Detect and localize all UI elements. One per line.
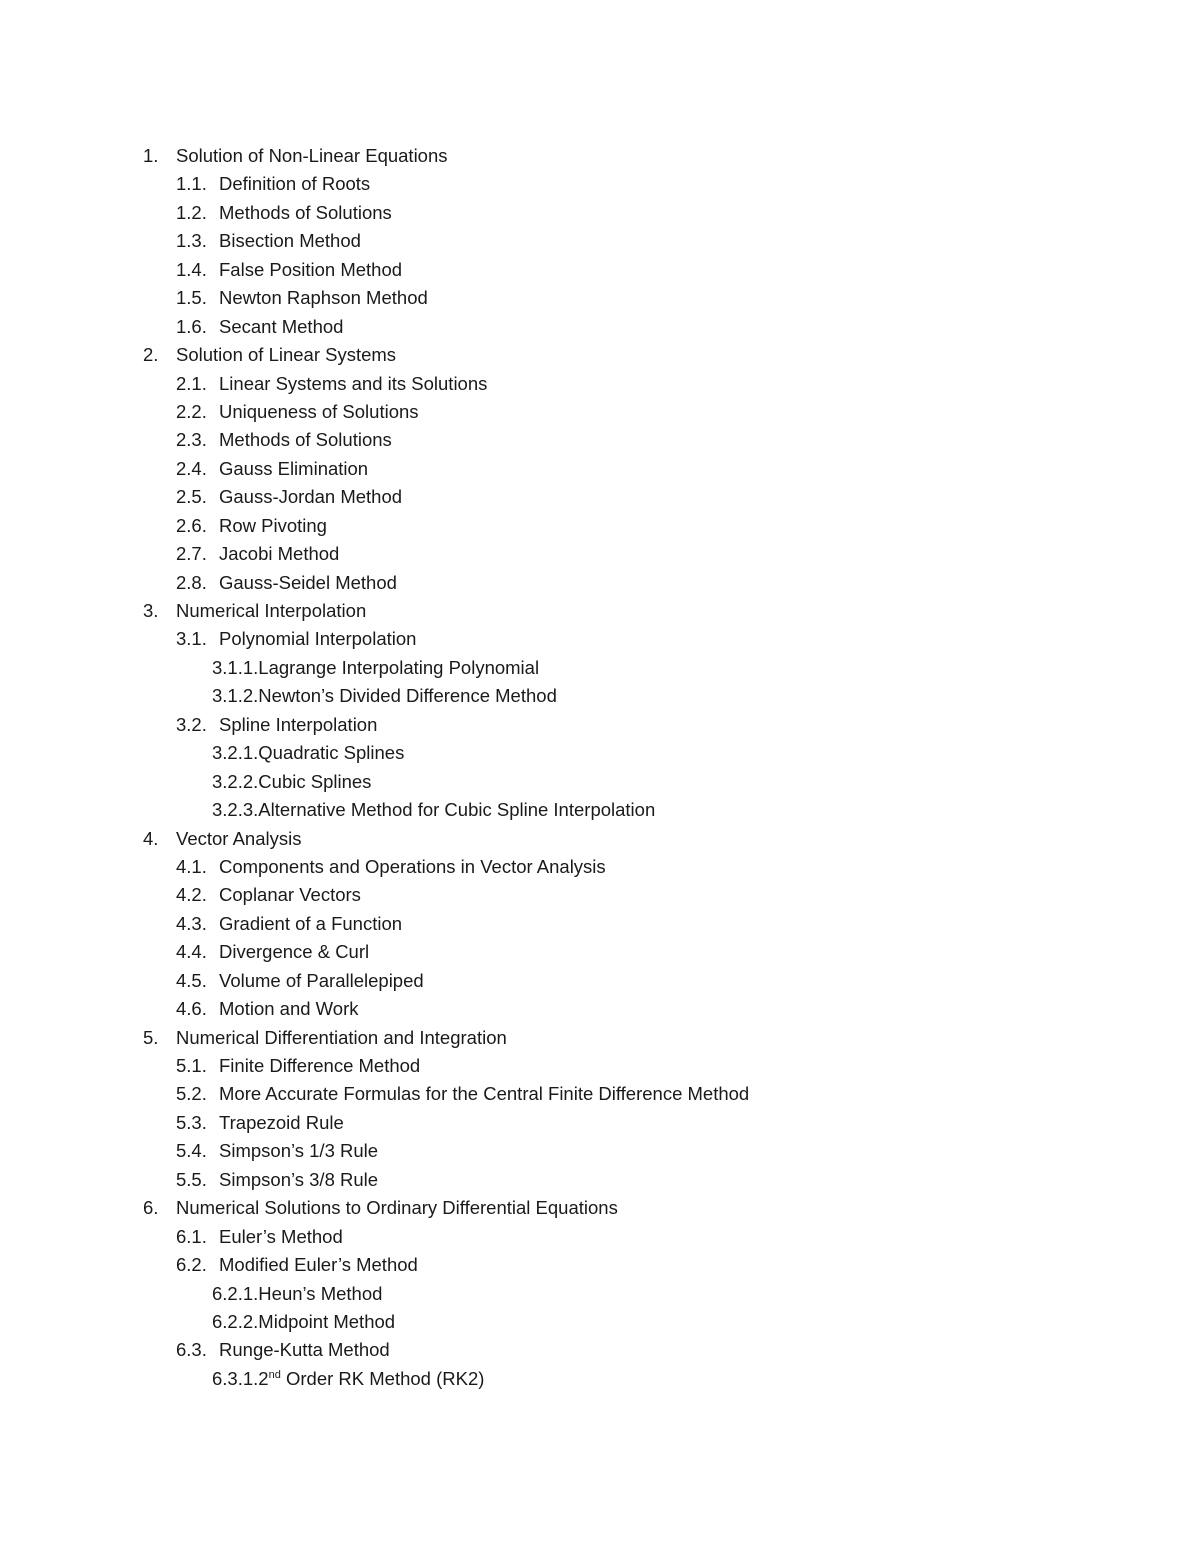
- outline-item-number: 3.1.: [176, 628, 207, 650]
- outline-item-text-continued: Order RK Method (RK2): [280, 1367, 485, 1389]
- outline-item-level-3: [0, 768, 1200, 796]
- outline-item-text: Volume of Parallelepiped: [219, 969, 424, 991]
- outline-item-level-3: [0, 1308, 1200, 1336]
- outline-item-number: 4.4.: [176, 941, 207, 963]
- outline-item-text: Secant Method: [219, 315, 344, 337]
- outline-item-level-2: [0, 1251, 1200, 1279]
- outline-item-number: 1.5.: [176, 287, 207, 309]
- outline-item-level-3: [0, 739, 1200, 767]
- outline-item-text: Modified Euler’s Method: [219, 1254, 418, 1276]
- outline-item-level-2: [0, 1166, 1200, 1194]
- outline-item-level-1: [0, 597, 1200, 625]
- outline-item-level-3: [0, 682, 1200, 710]
- outline-item-level-2: [0, 284, 1200, 312]
- outline-item-level-2: [0, 426, 1200, 454]
- outline-item-level-1: [0, 1194, 1200, 1222]
- outline-item-text: Gauss Elimination: [219, 457, 369, 479]
- outline-item-number: 6.3.: [176, 1339, 207, 1361]
- outline-item-number: 6.3.1.: [212, 1367, 259, 1389]
- outline-item-text: Euler’s Method: [219, 1225, 343, 1247]
- outline-item-level-2: [0, 1336, 1200, 1364]
- outline-item-level-2: [0, 1052, 1200, 1080]
- outline-item-number: 1.6.: [176, 315, 207, 337]
- outline-item-text: Simpson’s 1/3 Rule: [219, 1140, 379, 1162]
- outline-item-text: Gradient of a Function: [219, 912, 403, 934]
- outline-item-number: 3.2.: [176, 713, 207, 735]
- outline-item-number: 6.1.: [176, 1225, 207, 1247]
- outline-item-line: [212, 1365, 484, 1393]
- outline-item-number: 4.5.: [176, 969, 207, 991]
- outline-item-text: 2: [258, 1367, 269, 1389]
- outline-item-number: 2.1.: [176, 372, 207, 394]
- outline-item-number: 3.1.2.: [212, 685, 259, 707]
- outline-item-text: Bisection Method: [219, 230, 361, 252]
- outline-item-text: Heun’s Method: [258, 1282, 383, 1304]
- outline-item-level-3: [0, 654, 1200, 682]
- outline-item-level-2: [0, 370, 1200, 398]
- outline-item-text: Methods of Solutions: [219, 429, 392, 451]
- outline-item-level-2: [0, 398, 1200, 426]
- outline-item-number: 4.3.: [176, 912, 207, 934]
- outline-item-number: 4.: [143, 827, 159, 849]
- outline-item-number: 1.4.: [176, 258, 207, 280]
- outline-item-text: Lagrange Interpolating Polynomial: [258, 656, 540, 678]
- outline-item-text: Solution of Linear Systems: [176, 344, 397, 366]
- outline-item-level-2: [0, 967, 1200, 995]
- outline-item-number: 5.5.: [176, 1168, 207, 1190]
- outline-item-text: Coplanar Vectors: [219, 884, 361, 906]
- outline-item-line: [212, 739, 404, 767]
- outline-item-level-2: [0, 170, 1200, 198]
- outline-item-number: 3.2.1.: [212, 742, 259, 764]
- outline-item-number: 4.2.: [176, 884, 207, 906]
- outline-item-level-2: [0, 711, 1200, 739]
- outline-item-number: 3.1.1.: [212, 656, 259, 678]
- outline-item-text: Gauss-Jordan Method: [219, 486, 403, 508]
- outline-item-number: 3.2.2.: [212, 770, 259, 792]
- outline-item-level-2: [0, 540, 1200, 568]
- outline-item-number: 1.1.: [176, 173, 207, 195]
- outline-item-line: [212, 768, 371, 796]
- outline-item-number: 5.: [143, 1026, 159, 1048]
- outline-item-level-2: [0, 625, 1200, 653]
- outline-item-line: [212, 654, 539, 682]
- outline-item-number: 2.7.: [176, 543, 207, 565]
- table-of-contents: [0, 142, 1200, 1393]
- outline-item-text: Newton’s Divided Difference Method: [258, 685, 557, 707]
- outline-item-level-2: [0, 512, 1200, 540]
- outline-item-text: Gauss-Seidel Method: [219, 571, 397, 593]
- outline-item-line: [212, 1280, 382, 1308]
- outline-item-text: Solution of Non-Linear Equations: [176, 145, 448, 166]
- outline-item-number: 5.4.: [176, 1140, 207, 1162]
- outline-item-level-3: [0, 1280, 1200, 1308]
- outline-item-number: 6.2.: [176, 1254, 207, 1276]
- outline-item-level-3: [0, 796, 1200, 824]
- outline-item-number: 2.3.: [176, 429, 207, 451]
- outline-item-line: [212, 1308, 395, 1336]
- outline-item-text: Trapezoid Rule: [219, 1111, 344, 1133]
- outline-item-number: 2.6.: [176, 514, 207, 536]
- outline-item-text: Cubic Splines: [258, 770, 372, 792]
- outline-item-level-2: [0, 483, 1200, 511]
- outline-item-text: Finite Difference Method: [219, 1055, 421, 1076]
- outline-item-level-2: [0, 455, 1200, 483]
- outline-item-number: 6.: [143, 1197, 159, 1219]
- outline-item-text: Newton Raphson Method: [219, 287, 428, 309]
- outline-item-level-1: [0, 142, 1200, 170]
- outline-item-text: Numerical Solutions to Ordinary Differential Equations: [176, 1197, 618, 1219]
- outline-item-number: 1.2.: [176, 201, 207, 223]
- outline-item-level-2: [0, 1080, 1200, 1108]
- outline-item-text: Motion and Work: [219, 998, 359, 1020]
- outline-item-text: Row Pivoting: [219, 514, 327, 536]
- outline-item-text: False Position Method: [219, 258, 403, 280]
- outline-item-number: 2.2.: [176, 400, 207, 422]
- outline-item-superscript: nd: [268, 1368, 281, 1381]
- outline-item-number: 5.2.: [176, 1083, 207, 1105]
- outline-item-text: Methods of Solutions: [219, 201, 392, 223]
- outline-item-level-2: [0, 569, 1200, 597]
- outline-item-text: Numerical Interpolation: [176, 600, 367, 621]
- outline-item-text: Numerical Differentiation and Integration: [176, 1026, 507, 1048]
- outline-item-level-1: [0, 825, 1200, 853]
- outline-item-text: Components and Operations in Vector Analysis: [219, 855, 606, 877]
- outline-item-number: 5.1.: [176, 1055, 207, 1076]
- outline-item-level-2: [0, 256, 1200, 284]
- outline-item-level-2: [0, 881, 1200, 909]
- outline-item-level-2: [0, 227, 1200, 255]
- outline-item-text: Quadratic Splines: [258, 742, 405, 764]
- outline-item-text: Jacobi Method: [219, 543, 340, 565]
- outline-item-number: 2.5.: [176, 486, 207, 508]
- outline-item-level-2: [0, 1223, 1200, 1251]
- outline-item-number: 2.4.: [176, 457, 207, 479]
- outline-item-number: 1.: [143, 145, 159, 166]
- outline-item-number: 3.2.3.: [212, 799, 259, 821]
- outline-item-text: Definition of Roots: [219, 173, 371, 195]
- outline-item-line: [212, 682, 557, 710]
- outline-item-text: Runge-Kutta Method: [219, 1339, 390, 1361]
- outline-item-level-2: [0, 938, 1200, 966]
- outline-item-line: [212, 796, 655, 824]
- outline-item-number: 2.: [143, 344, 159, 366]
- outline-item-level-2: [0, 313, 1200, 341]
- outline-item-number: 2.8.: [176, 571, 207, 593]
- outline-item-text: Vector Analysis: [176, 827, 302, 849]
- outline-item-level-1: [0, 1024, 1200, 1052]
- outline-item-text: Polynomial Interpolation: [219, 628, 417, 650]
- outline-item-level-2: [0, 853, 1200, 881]
- outline-item-level-2: [0, 910, 1200, 938]
- outline-item-number: 6.2.1.: [212, 1282, 259, 1304]
- outline-item-number: 1.3.: [176, 230, 207, 252]
- outline-item-number: 5.3.: [176, 1111, 207, 1133]
- outline-item-number: 4.6.: [176, 998, 207, 1020]
- outline-item-text: More Accurate Formulas for the Central Finite Difference Method: [219, 1083, 750, 1105]
- outline-item-level-2: [0, 1109, 1200, 1137]
- outline-item-level-2: [0, 1137, 1200, 1165]
- outline-item-number: 6.2.2.: [212, 1310, 259, 1332]
- outline-item-text: Alternative Method for Cubic Spline Interpolation: [258, 799, 656, 821]
- outline-item-text: Simpson’s 3/8 Rule: [219, 1168, 379, 1190]
- outline-item-number: 3.: [143, 600, 159, 621]
- outline-item-text: Uniqueness of Solutions: [219, 400, 419, 422]
- outline-item-level-2: [0, 199, 1200, 227]
- outline-item-level-3: [0, 1365, 1200, 1393]
- outline-item-text: Spline Interpolation: [219, 713, 378, 735]
- outline-item-level-2: [0, 995, 1200, 1023]
- outline-item-level-1: [0, 341, 1200, 369]
- outline-item-text: Divergence & Curl: [219, 941, 370, 963]
- outline-item-text: Linear Systems and its Solutions: [219, 372, 488, 394]
- outline-item-text: Midpoint Method: [258, 1310, 396, 1332]
- outline-item-number: 4.1.: [176, 855, 207, 877]
